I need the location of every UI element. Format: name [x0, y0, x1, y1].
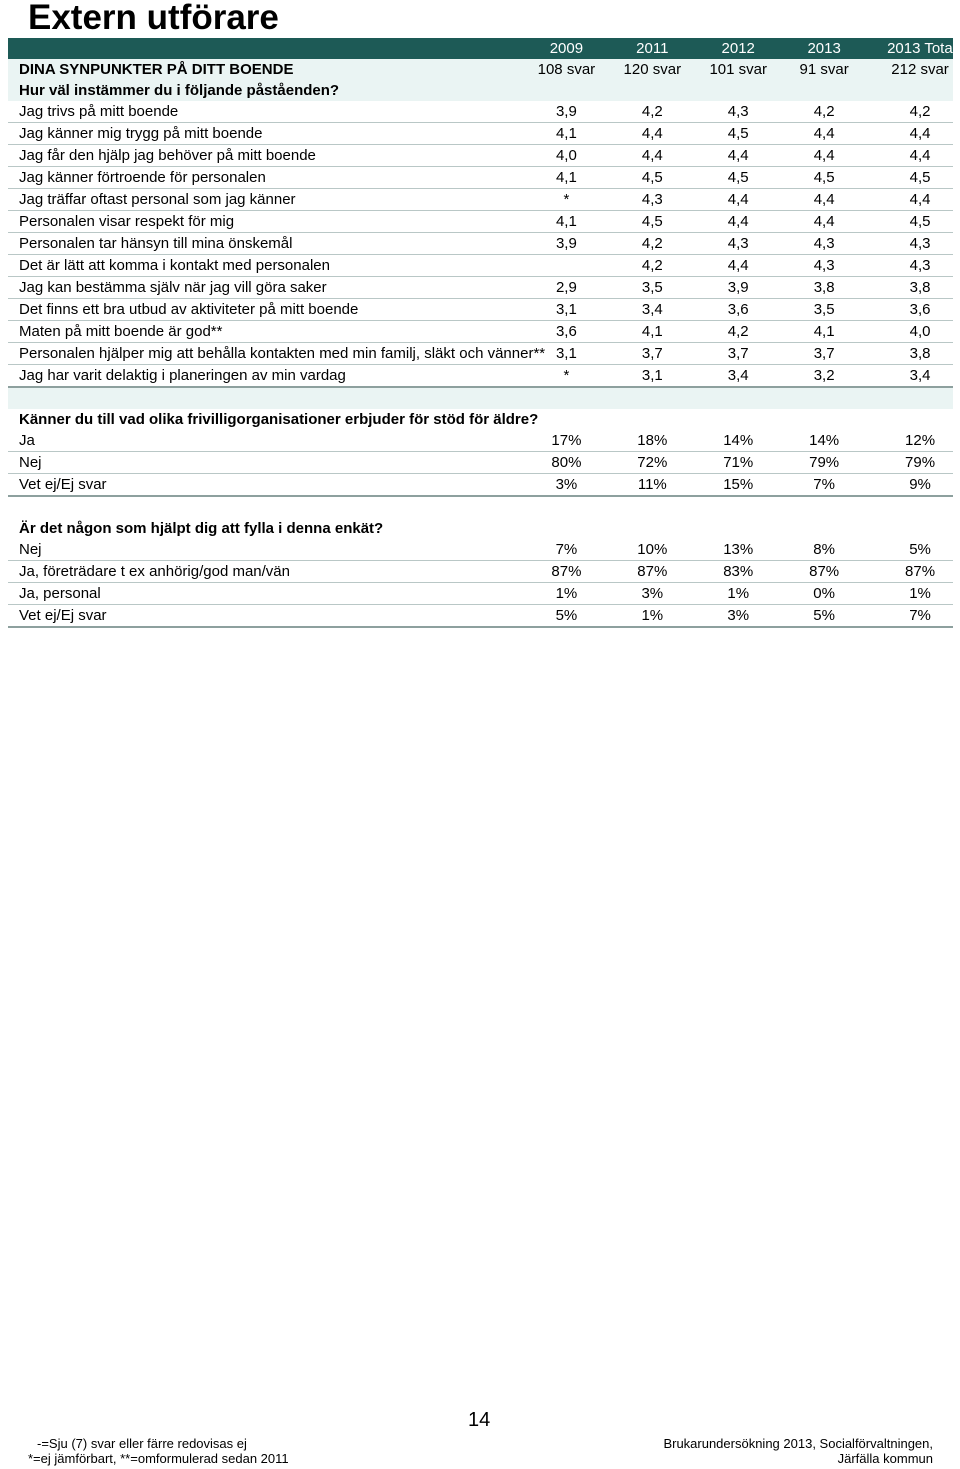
- row-value: 3,4: [867, 365, 953, 388]
- question-row: [8, 518, 953, 539]
- response-count: 120 svar: [609, 59, 695, 80]
- spacer-cell: [8, 496, 953, 518]
- row-value: 4,0: [523, 145, 609, 167]
- row-value: 4,1: [523, 123, 609, 145]
- table-row: [8, 561, 953, 583]
- table-row: [8, 583, 953, 605]
- row-value: 1%: [695, 583, 781, 605]
- row-value: 4,3: [781, 255, 867, 277]
- spacer-row: [8, 496, 953, 518]
- row-value: 3,1: [609, 365, 695, 388]
- results-table: [8, 38, 957, 628]
- row-value: 4,5: [695, 167, 781, 189]
- year-header: 2011: [636, 40, 669, 57]
- row-value: 3,6: [523, 321, 609, 343]
- row-value: 5%: [523, 605, 609, 628]
- row-value: 3,8: [867, 277, 953, 299]
- section-title: DINA SYNPUNKTER PÅ DITT BOENDE: [8, 59, 523, 80]
- row-value: 4,1: [781, 321, 867, 343]
- row-label: Jag får den hjälp jag behöver på mitt boende: [8, 145, 523, 167]
- table-row: [8, 321, 953, 343]
- row-label: Jag har varit delaktig i planeringen av min vardag: [8, 365, 523, 388]
- table-row: [8, 255, 953, 277]
- row-value: 18%: [609, 430, 695, 452]
- row-value: 9%: [867, 474, 953, 497]
- row-value: 4,2: [695, 321, 781, 343]
- table-row: [8, 233, 953, 255]
- footnote-symbols: *=ej jämförbart, **=omformulerad sedan 2011: [28, 1451, 289, 1466]
- row-value: 3,4: [695, 365, 781, 388]
- empty-cell: [695, 409, 781, 430]
- table-row: [8, 123, 953, 145]
- row-value: 13%: [695, 539, 781, 561]
- table-row: [8, 145, 953, 167]
- table-row: [8, 430, 953, 452]
- question-text: Är det någon som hjälpt dig att fylla i denna enkät?: [19, 520, 384, 537]
- row-value: 4,3: [781, 233, 867, 255]
- row-label: Ja, företrädare t ex anhörig/god man/vän: [8, 561, 523, 583]
- row-value: 4,5: [867, 167, 953, 189]
- row-value: 3,9: [523, 233, 609, 255]
- row-value: 1%: [523, 583, 609, 605]
- row-value: 5%: [867, 539, 953, 561]
- table-row: [8, 167, 953, 189]
- row-value: 7%: [523, 539, 609, 561]
- row-value: 15%: [695, 474, 781, 497]
- row-value: 14%: [695, 430, 781, 452]
- row-value: 4,5: [695, 123, 781, 145]
- row-value: 71%: [695, 452, 781, 474]
- year-header-spacer: [8, 38, 523, 59]
- empty-cell: [867, 409, 953, 430]
- row-label: Jag träffar oftast personal som jag känner: [8, 189, 523, 211]
- row-value: 3,1: [523, 299, 609, 321]
- row-value: 7%: [867, 605, 953, 628]
- row-value: 12%: [867, 430, 953, 452]
- row-value: 3,4: [609, 299, 695, 321]
- row-value: 4,2: [609, 233, 695, 255]
- row-label: Nej: [8, 539, 523, 561]
- row-label: Personalen hjälper mig att behålla kontakten med min familj, släkt och vänner**: [8, 343, 523, 365]
- row-label: Personalen visar respekt för mig: [8, 211, 523, 233]
- table-row: [8, 452, 953, 474]
- row-value: *: [523, 365, 609, 388]
- row-value: 79%: [781, 452, 867, 474]
- row-value: 4,4: [609, 145, 695, 167]
- row-label: Nej: [8, 452, 523, 474]
- row-label: Jag kan bestämma själv när jag vill göra saker: [8, 277, 523, 299]
- row-value: 3,5: [609, 277, 695, 299]
- row-value: 3,6: [695, 299, 781, 321]
- response-count: 91 svar: [781, 59, 867, 80]
- page-title: Extern utförare: [28, 0, 279, 37]
- row-value: [523, 255, 609, 277]
- year-header: 2012: [721, 40, 755, 57]
- question-text: Känner du till vad olika frivilligorganisationer erbjuder för stöd för äldre?: [19, 411, 539, 428]
- spacer-cell: [8, 387, 953, 409]
- table-row: [8, 474, 953, 497]
- row-value: 4,3: [867, 233, 953, 255]
- footer-municipality: Järfälla kommun: [837, 1451, 933, 1466]
- footer-survey-name: Brukarundersökning 2013, Socialförvaltningen,: [663, 1436, 933, 1451]
- row-value: 3,9: [695, 277, 781, 299]
- row-label: Det finns ett bra utbud av aktiviteter på mitt boende: [8, 299, 523, 321]
- row-label: Det är lätt att komma i kontakt med personalen: [8, 255, 523, 277]
- row-value: 4,0: [867, 321, 953, 343]
- footnote-small-counts: -=Sju (7) svar eller färre redovisas ej: [37, 1436, 247, 1451]
- row-value: 87%: [781, 561, 867, 583]
- table-row: [8, 365, 953, 388]
- row-value: 4,4: [867, 145, 953, 167]
- row-value: 0%: [781, 583, 867, 605]
- row-value: 4,4: [867, 189, 953, 211]
- row-value: 3%: [609, 583, 695, 605]
- row-value: 3,7: [695, 343, 781, 365]
- row-value: 4,1: [609, 321, 695, 343]
- row-value: 4,4: [695, 145, 781, 167]
- row-value: 4,5: [781, 167, 867, 189]
- response-count: 101 svar: [695, 59, 781, 80]
- row-value: 4,4: [695, 211, 781, 233]
- row-value: 4,2: [781, 101, 867, 123]
- row-value: 3%: [523, 474, 609, 497]
- row-value: 5%: [781, 605, 867, 628]
- empty-cell: [609, 409, 695, 430]
- table-row: [8, 299, 953, 321]
- row-value: 3,5: [781, 299, 867, 321]
- row-value: 2,9: [523, 277, 609, 299]
- row-value: 87%: [523, 561, 609, 583]
- row-value: 4,3: [609, 189, 695, 211]
- response-count: 212 svar: [867, 59, 953, 80]
- year-header-row: [8, 38, 953, 59]
- row-value: 72%: [609, 452, 695, 474]
- row-value: 80%: [523, 452, 609, 474]
- question-row: [8, 80, 953, 101]
- row-value: 3,9: [523, 101, 609, 123]
- row-label: Vet ej/Ej svar: [8, 474, 523, 497]
- row-value: 7%: [781, 474, 867, 497]
- row-value: 79%: [867, 452, 953, 474]
- row-value: 4,2: [867, 101, 953, 123]
- row-value: 83%: [695, 561, 781, 583]
- table-row: [8, 605, 953, 628]
- row-value: 3,6: [867, 299, 953, 321]
- row-label: Jag känner mig trygg på mitt boende: [8, 123, 523, 145]
- row-label: Jag trivs på mitt boende: [8, 101, 523, 123]
- table-row: [8, 343, 953, 365]
- year-header: 2013 Total: [887, 40, 957, 57]
- row-value: 4,3: [867, 255, 953, 277]
- row-label: Maten på mitt boende är god**: [8, 321, 523, 343]
- row-value: 3,7: [781, 343, 867, 365]
- row-value: 87%: [609, 561, 695, 583]
- row-value: 4,4: [695, 189, 781, 211]
- table-row: [8, 539, 953, 561]
- row-value: 4,3: [695, 233, 781, 255]
- row-value: 11%: [609, 474, 695, 497]
- row-value: 4,4: [781, 189, 867, 211]
- row-value: 4,1: [523, 167, 609, 189]
- table-row: [8, 189, 953, 211]
- question-row: [8, 409, 953, 430]
- row-value: 4,5: [609, 167, 695, 189]
- row-value: 4,5: [867, 211, 953, 233]
- empty-cell: [781, 409, 867, 430]
- table-row: [8, 101, 953, 123]
- year-header: 2009: [549, 40, 584, 57]
- row-value: 3%: [695, 605, 781, 628]
- question-text: Hur väl instämmer du i följande påståenden?: [8, 80, 953, 101]
- spacer-row: [8, 387, 953, 409]
- row-value: 8%: [781, 539, 867, 561]
- row-label: Vet ej/Ej svar: [8, 605, 523, 628]
- row-value: 4,1: [523, 211, 609, 233]
- row-value: 1%: [867, 583, 953, 605]
- row-value: 3,7: [609, 343, 695, 365]
- row-value: 14%: [781, 430, 867, 452]
- row-value: 17%: [523, 430, 609, 452]
- row-value: 4,4: [781, 145, 867, 167]
- response-count: 108 svar: [523, 59, 609, 80]
- row-value: 4,4: [695, 255, 781, 277]
- row-value: 4,2: [609, 101, 695, 123]
- row-value: 3,2: [781, 365, 867, 388]
- table-row: [8, 277, 953, 299]
- year-header: 2013: [807, 40, 841, 57]
- row-value: 1%: [609, 605, 695, 628]
- row-value: 4,3: [695, 101, 781, 123]
- row-label: Jag känner förtroende för personalen: [8, 167, 523, 189]
- row-value: 4,4: [781, 123, 867, 145]
- row-value: 3,8: [781, 277, 867, 299]
- page-number: 14: [468, 1409, 491, 1431]
- row-value: 4,4: [609, 123, 695, 145]
- row-value: 4,4: [867, 123, 953, 145]
- row-value: 87%: [867, 561, 953, 583]
- response-count-row: [8, 59, 953, 80]
- row-label: Ja: [8, 430, 523, 452]
- row-value: 4,5: [609, 211, 695, 233]
- row-value: 4,2: [609, 255, 695, 277]
- row-value: 10%: [609, 539, 695, 561]
- row-value: 3,1: [523, 343, 609, 365]
- row-value: 3,8: [867, 343, 953, 365]
- row-value: 4,4: [781, 211, 867, 233]
- row-label: Ja, personal: [8, 583, 523, 605]
- row-label: Personalen tar hänsyn till mina önskemål: [8, 233, 523, 255]
- table-row: [8, 211, 953, 233]
- row-value: *: [523, 189, 609, 211]
